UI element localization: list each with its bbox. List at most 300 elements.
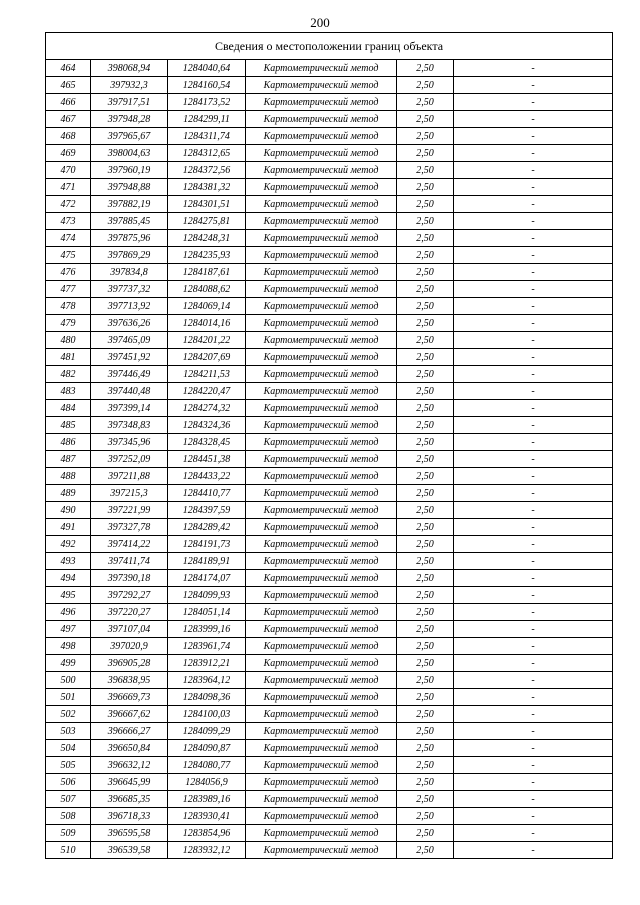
point-number-cell: 506 [46,774,91,791]
y-coordinate-cell: 1284051,14 [168,604,246,621]
table-row [46,655,613,672]
table-row [46,281,613,298]
x-coordinate-cell: 396669,73 [91,689,168,706]
description-cell: - [454,689,613,706]
accuracy-cell: 2,50 [397,689,454,706]
description-cell: - [454,519,613,536]
description-cell: - [454,111,613,128]
method-cell: Картометрический метод [246,111,397,128]
point-number-cell: 481 [46,349,91,366]
y-coordinate-cell: 1284324,36 [168,417,246,434]
method-cell: Картометрический метод [246,706,397,723]
description-cell: - [454,230,613,247]
table-row [46,638,613,655]
x-coordinate-cell: 397960,19 [91,162,168,179]
y-coordinate-cell: 1283930,41 [168,808,246,825]
point-number-cell: 478 [46,298,91,315]
method-cell: Картометрический метод [246,162,397,179]
description-cell: - [454,366,613,383]
accuracy-cell: 2,50 [397,162,454,179]
table-row [46,315,613,332]
y-coordinate-cell: 1284040,64 [168,60,246,77]
point-number-cell: 487 [46,451,91,468]
accuracy-cell: 2,50 [397,740,454,757]
table-row [46,179,613,196]
method-cell: Картометрический метод [246,468,397,485]
description-cell: - [454,434,613,451]
y-coordinate-cell: 1284160,54 [168,77,246,94]
method-cell: Картометрический метод [246,179,397,196]
point-number-cell: 479 [46,315,91,332]
table-row [46,111,613,128]
method-cell: Картометрический метод [246,315,397,332]
description-cell: - [454,536,613,553]
y-coordinate-cell: 1284090,87 [168,740,246,757]
point-number-cell: 496 [46,604,91,621]
x-coordinate-cell: 397020,9 [91,638,168,655]
point-number-cell: 492 [46,536,91,553]
y-coordinate-cell: 1284056,9 [168,774,246,791]
method-cell: Картометрический метод [246,145,397,162]
point-number-cell: 473 [46,213,91,230]
method-cell: Картометрический метод [246,349,397,366]
y-coordinate-cell: 1284381,32 [168,179,246,196]
table-row [46,128,613,145]
table-row [46,230,613,247]
y-coordinate-cell: 1284173,52 [168,94,246,111]
description-cell: - [454,77,613,94]
description-cell: - [454,468,613,485]
accuracy-cell: 2,50 [397,604,454,621]
accuracy-cell: 2,50 [397,366,454,383]
table-row [46,791,613,808]
table-row [46,332,613,349]
y-coordinate-cell: 1284301,51 [168,196,246,213]
point-number-cell: 482 [46,366,91,383]
description-cell: - [454,638,613,655]
accuracy-cell: 2,50 [397,791,454,808]
y-coordinate-cell: 1284451,38 [168,451,246,468]
table-row [46,604,613,621]
y-coordinate-cell: 1284080,77 [168,757,246,774]
y-coordinate-cell: 1284187,61 [168,264,246,281]
table-row [46,485,613,502]
accuracy-cell: 2,50 [397,213,454,230]
description-cell: - [454,247,613,264]
x-coordinate-cell: 397440,48 [91,383,168,400]
x-coordinate-cell: 397465,09 [91,332,168,349]
boundary-coordinates-table [45,32,613,859]
description-cell: - [454,264,613,281]
x-coordinate-cell: 397211,88 [91,468,168,485]
point-number-cell: 495 [46,587,91,604]
accuracy-cell: 2,50 [397,434,454,451]
x-coordinate-cell: 397834,8 [91,264,168,281]
accuracy-cell: 2,50 [397,672,454,689]
description-cell: - [454,723,613,740]
accuracy-cell: 2,50 [397,400,454,417]
x-coordinate-cell: 396632,12 [91,757,168,774]
description-cell: - [454,757,613,774]
point-number-cell: 489 [46,485,91,502]
description-cell: - [454,417,613,434]
y-coordinate-cell: 1284174,07 [168,570,246,587]
method-cell: Картометрический метод [246,247,397,264]
x-coordinate-cell: 397292,27 [91,587,168,604]
point-number-cell: 502 [46,706,91,723]
x-coordinate-cell: 397348,83 [91,417,168,434]
method-cell: Картометрический метод [246,77,397,94]
description-cell: - [454,485,613,502]
y-coordinate-cell: 1283999,16 [168,621,246,638]
accuracy-cell: 2,50 [397,655,454,672]
accuracy-cell: 2,50 [397,570,454,587]
method-cell: Картометрический метод [246,808,397,825]
table-row [46,349,613,366]
description-cell: - [454,587,613,604]
description-cell: - [454,808,613,825]
y-coordinate-cell: 1284099,93 [168,587,246,604]
point-number-cell: 470 [46,162,91,179]
method-cell: Картометрический метод [246,128,397,145]
x-coordinate-cell: 397446,49 [91,366,168,383]
description-cell: - [454,740,613,757]
description-cell: - [454,553,613,570]
description-cell: - [454,400,613,417]
accuracy-cell: 2,50 [397,825,454,842]
method-cell: Картометрический метод [246,60,397,77]
table-row [46,808,613,825]
point-number-cell: 471 [46,179,91,196]
accuracy-cell: 2,50 [397,349,454,366]
method-cell: Картометрический метод [246,417,397,434]
accuracy-cell: 2,50 [397,638,454,655]
point-number-cell: 464 [46,60,91,77]
table-row [46,196,613,213]
table-row [46,400,613,417]
description-cell: - [454,179,613,196]
x-coordinate-cell: 396645,99 [91,774,168,791]
table-row [46,366,613,383]
method-cell: Картометрический метод [246,689,397,706]
method-cell: Картометрический метод [246,570,397,587]
point-number-cell: 476 [46,264,91,281]
y-coordinate-cell: 1284397,59 [168,502,246,519]
accuracy-cell: 2,50 [397,264,454,281]
accuracy-cell: 2,50 [397,281,454,298]
y-coordinate-cell: 1284088,62 [168,281,246,298]
accuracy-cell: 2,50 [397,298,454,315]
x-coordinate-cell: 397875,96 [91,230,168,247]
description-cell: - [454,621,613,638]
table-row [46,162,613,179]
method-cell: Картометрический метод [246,791,397,808]
accuracy-cell: 2,50 [397,247,454,264]
description-cell: - [454,791,613,808]
x-coordinate-cell: 398004,63 [91,145,168,162]
method-cell: Картометрический метод [246,298,397,315]
method-cell: Картометрический метод [246,281,397,298]
point-number-cell: 509 [46,825,91,842]
x-coordinate-cell: 397636,26 [91,315,168,332]
x-coordinate-cell: 397411,74 [91,553,168,570]
table-row [46,264,613,281]
method-cell: Картометрический метод [246,434,397,451]
description-cell: - [454,162,613,179]
x-coordinate-cell: 396539,58 [91,842,168,859]
y-coordinate-cell: 1284189,91 [168,553,246,570]
method-cell: Картометрический метод [246,621,397,638]
y-coordinate-cell: 1284248,31 [168,230,246,247]
description-cell: - [454,706,613,723]
table-row [46,825,613,842]
description-cell: - [454,604,613,621]
x-coordinate-cell: 397252,09 [91,451,168,468]
table-row [46,774,613,791]
accuracy-cell: 2,50 [397,519,454,536]
method-cell: Картометрический метод [246,213,397,230]
table-row [46,60,613,77]
x-coordinate-cell: 397345,96 [91,434,168,451]
accuracy-cell: 2,50 [397,196,454,213]
table-row [46,723,613,740]
accuracy-cell: 2,50 [397,621,454,638]
point-number-cell: 466 [46,94,91,111]
x-coordinate-cell: 396718,33 [91,808,168,825]
point-number-cell: 490 [46,502,91,519]
point-number-cell: 503 [46,723,91,740]
description-cell: - [454,842,613,859]
x-coordinate-cell: 397399,14 [91,400,168,417]
x-coordinate-cell: 396905,28 [91,655,168,672]
point-number-cell: 467 [46,111,91,128]
method-cell: Картометрический метод [246,723,397,740]
accuracy-cell: 2,50 [397,468,454,485]
point-number-cell: 485 [46,417,91,434]
accuracy-cell: 2,50 [397,553,454,570]
y-coordinate-cell: 1284289,42 [168,519,246,536]
description-cell: - [454,94,613,111]
y-coordinate-cell: 1284014,16 [168,315,246,332]
point-number-cell: 508 [46,808,91,825]
method-cell: Картометрический метод [246,825,397,842]
table-row [46,434,613,451]
x-coordinate-cell: 396666,27 [91,723,168,740]
point-number-cell: 505 [46,757,91,774]
method-cell: Картометрический метод [246,264,397,281]
x-coordinate-cell: 397869,29 [91,247,168,264]
point-number-cell: 488 [46,468,91,485]
table-row [46,519,613,536]
accuracy-cell: 2,50 [397,60,454,77]
description-cell: - [454,349,613,366]
table-title: Сведения о местоположении границ объекта [46,33,613,60]
y-coordinate-cell: 1283961,74 [168,638,246,655]
y-coordinate-cell: 1284274,32 [168,400,246,417]
x-coordinate-cell: 397948,28 [91,111,168,128]
accuracy-cell: 2,50 [397,536,454,553]
point-number-cell: 500 [46,672,91,689]
table-row [46,298,613,315]
y-coordinate-cell: 1284299,11 [168,111,246,128]
point-number-cell: 483 [46,383,91,400]
table-row [46,706,613,723]
point-number-cell: 475 [46,247,91,264]
x-coordinate-cell: 397737,32 [91,281,168,298]
x-coordinate-cell: 397713,92 [91,298,168,315]
method-cell: Картометрический метод [246,519,397,536]
accuracy-cell: 2,50 [397,417,454,434]
point-number-cell: 469 [46,145,91,162]
description-cell: - [454,383,613,400]
point-number-cell: 484 [46,400,91,417]
table-row [46,468,613,485]
x-coordinate-cell: 396650,84 [91,740,168,757]
y-coordinate-cell: 1284099,29 [168,723,246,740]
x-coordinate-cell: 397107,04 [91,621,168,638]
y-coordinate-cell: 1283912,21 [168,655,246,672]
accuracy-cell: 2,50 [397,808,454,825]
table-row [46,502,613,519]
description-cell: - [454,502,613,519]
description-cell: - [454,825,613,842]
description-cell: - [454,672,613,689]
accuracy-cell: 2,50 [397,706,454,723]
point-number-cell: 468 [46,128,91,145]
method-cell: Картометрический метод [246,740,397,757]
y-coordinate-cell: 1283854,96 [168,825,246,842]
point-number-cell: 497 [46,621,91,638]
x-coordinate-cell: 397414,22 [91,536,168,553]
y-coordinate-cell: 1283932,12 [168,842,246,859]
method-cell: Картометрический метод [246,842,397,859]
point-number-cell: 486 [46,434,91,451]
y-coordinate-cell: 1283964,12 [168,672,246,689]
table-row [46,672,613,689]
y-coordinate-cell: 1284328,45 [168,434,246,451]
method-cell: Картометрический метод [246,757,397,774]
table-row [46,842,613,859]
y-coordinate-cell: 1284312,65 [168,145,246,162]
method-cell: Картометрический метод [246,604,397,621]
point-number-cell: 493 [46,553,91,570]
y-coordinate-cell: 1284275,81 [168,213,246,230]
accuracy-cell: 2,50 [397,230,454,247]
accuracy-cell: 2,50 [397,451,454,468]
method-cell: Картометрический метод [246,655,397,672]
x-coordinate-cell: 397221,99 [91,502,168,519]
y-coordinate-cell: 1284098,36 [168,689,246,706]
method-cell: Картометрический метод [246,536,397,553]
x-coordinate-cell: 396685,35 [91,791,168,808]
y-coordinate-cell: 1284211,53 [168,366,246,383]
accuracy-cell: 2,50 [397,77,454,94]
x-coordinate-cell: 396838,95 [91,672,168,689]
x-coordinate-cell: 397390,18 [91,570,168,587]
y-coordinate-cell: 1284220,47 [168,383,246,400]
accuracy-cell: 2,50 [397,94,454,111]
description-cell: - [454,332,613,349]
table-row [46,451,613,468]
table-row [46,383,613,400]
method-cell: Картометрический метод [246,587,397,604]
accuracy-cell: 2,50 [397,111,454,128]
point-number-cell: 498 [46,638,91,655]
description-cell: - [454,128,613,145]
description-cell: - [454,774,613,791]
description-cell: - [454,145,613,162]
description-cell: - [454,451,613,468]
y-coordinate-cell: 1284201,22 [168,332,246,349]
method-cell: Картометрический метод [246,774,397,791]
accuracy-cell: 2,50 [397,332,454,349]
method-cell: Картометрический метод [246,94,397,111]
table-row [46,553,613,570]
y-coordinate-cell: 1284100,03 [168,706,246,723]
accuracy-cell: 2,50 [397,128,454,145]
point-number-cell: 474 [46,230,91,247]
table-row [46,247,613,264]
table-title-row [46,33,613,60]
table-row [46,740,613,757]
accuracy-cell: 2,50 [397,145,454,162]
description-cell: - [454,213,613,230]
y-coordinate-cell: 1284410,77 [168,485,246,502]
table-row [46,94,613,111]
x-coordinate-cell: 397965,67 [91,128,168,145]
table-row [46,536,613,553]
x-coordinate-cell: 397882,19 [91,196,168,213]
x-coordinate-cell: 397220,27 [91,604,168,621]
accuracy-cell: 2,50 [397,383,454,400]
x-coordinate-cell: 396667,62 [91,706,168,723]
x-coordinate-cell: 396595,58 [91,825,168,842]
description-cell: - [454,315,613,332]
table-row [46,587,613,604]
method-cell: Картометрический метод [246,383,397,400]
method-cell: Картометрический метод [246,502,397,519]
point-number-cell: 507 [46,791,91,808]
y-coordinate-cell: 1284311,74 [168,128,246,145]
point-number-cell: 491 [46,519,91,536]
method-cell: Картометрический метод [246,638,397,655]
point-number-cell: 499 [46,655,91,672]
point-number-cell: 480 [46,332,91,349]
y-coordinate-cell: 1284372,56 [168,162,246,179]
point-number-cell: 494 [46,570,91,587]
x-coordinate-cell: 397451,92 [91,349,168,366]
table-row [46,570,613,587]
y-coordinate-cell: 1284191,73 [168,536,246,553]
method-cell: Картометрический метод [246,196,397,213]
description-cell: - [454,60,613,77]
x-coordinate-cell: 397327,78 [91,519,168,536]
accuracy-cell: 2,50 [397,179,454,196]
point-number-cell: 472 [46,196,91,213]
point-number-cell: 477 [46,281,91,298]
y-coordinate-cell: 1283989,16 [168,791,246,808]
description-cell: - [454,570,613,587]
x-coordinate-cell: 397948,88 [91,179,168,196]
accuracy-cell: 2,50 [397,485,454,502]
x-coordinate-cell: 397885,45 [91,213,168,230]
y-coordinate-cell: 1284207,69 [168,349,246,366]
accuracy-cell: 2,50 [397,757,454,774]
x-coordinate-cell: 398068,94 [91,60,168,77]
point-number-cell: 501 [46,689,91,706]
accuracy-cell: 2,50 [397,315,454,332]
y-coordinate-cell: 1284235,93 [168,247,246,264]
